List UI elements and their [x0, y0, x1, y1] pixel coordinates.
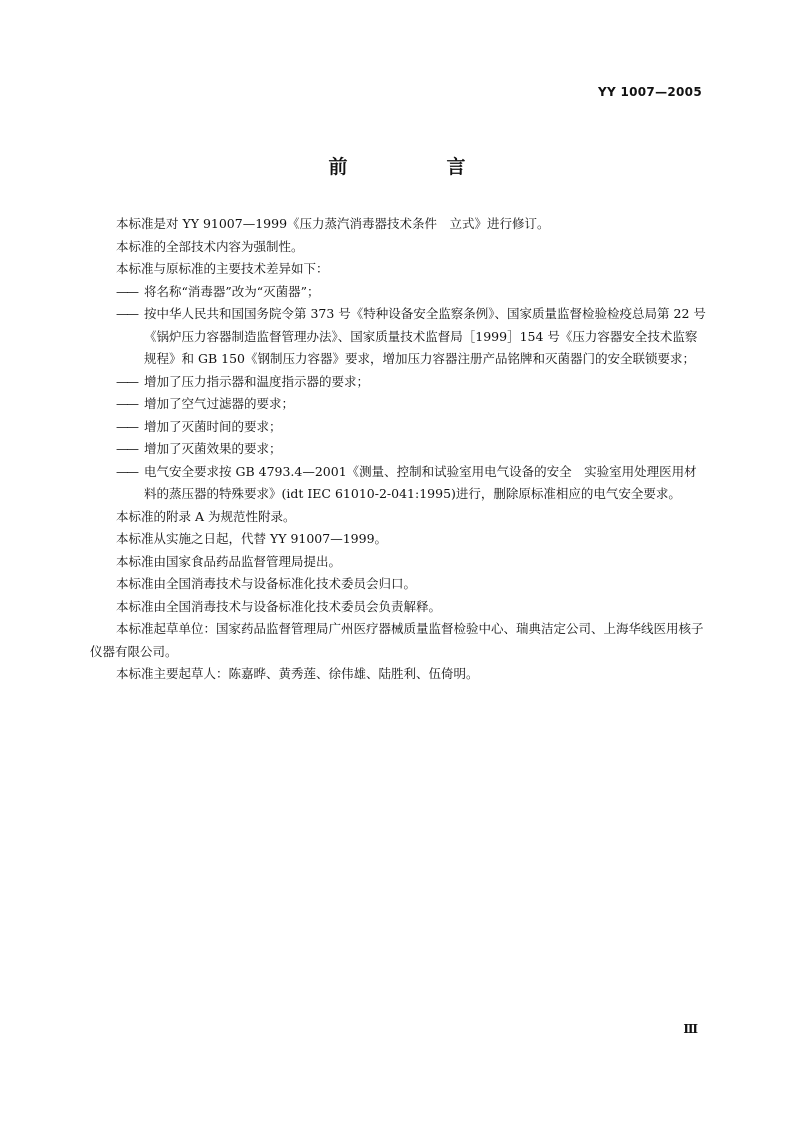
- dash-list-item: [90, 281, 706, 304]
- dash-item-text: 增加了空气过滤器的要求；: [144, 396, 295, 411]
- dash-list-item: [90, 438, 706, 461]
- page-number: Ⅲ: [683, 1022, 698, 1036]
- standard-code: YY 1007—2005: [598, 85, 702, 99]
- dash-mark: ——: [116, 373, 137, 389]
- dash-mark: ——: [116, 283, 137, 299]
- dash-item-text: 电气安全要求按 GB 4793.4—2001《测量、控制和试验室用电气设备的安全 实验室用处理医用材料的蒸压器的特殊要求》(idt IEC 61010-2-041:1995)进行，删除原标准相应的电气安全要求。: [144, 463, 697, 501]
- foreword-body: [90, 213, 706, 686]
- dash-item-text: 增加了压力指示器和温度指示器的要求；: [144, 373, 370, 389]
- dash-item-text: 增加了灭菌时间的要求；: [144, 418, 282, 434]
- dash-list-item: [90, 461, 706, 506]
- dash-item-text: 增加了灭菌效果的要求；: [144, 441, 282, 456]
- dash-list-item: [90, 393, 706, 416]
- dash-mark: ——: [116, 306, 137, 321]
- dash-mark: ——: [116, 463, 137, 479]
- dash-list-item: [90, 371, 706, 394]
- dash-item-text: 按中华人民共和国国务院令第 373 号《特种设备安全监察条例》、国家质量监督检验检疫总局第 22 号《锅炉压力容器制造监督管理办法》、国家质量技术监督局［1999］154 号《压力容器安全技术监察规程》和 GB 150《钢制压力容器》要求，增加压力容器注册产品铭牌和灭菌器门的安全联锁要求；: [144, 306, 706, 366]
- paragraph: 本标准从实施之日起，代替 YY 91007—1999。: [116, 531, 388, 546]
- dash-mark: ——: [116, 441, 137, 456]
- paragraph: 本标准的全部技术内容为强制性。: [116, 238, 304, 254]
- paragraph: 本标准由全国消毒技术与设备标准化技术委员会负责解释。: [116, 598, 442, 614]
- paragraph: 本标准主要起草人：陈嘉晔、黄秀莲、徐伟雄、陆胜利、伍倚明。: [116, 666, 479, 681]
- dash-list-item: [90, 416, 706, 439]
- paragraph: 本标准由国家食品药品监督管理局提出。: [116, 553, 342, 569]
- dash-item-text: 将名称“消毒器”改为“灭菌器”；: [144, 283, 320, 299]
- paragraph: 本标准起草单位：国家药品监督管理局广州医疗器械质量监督检验中心、瑞典洁定公司、上海华线医用核子仪器有限公司。: [90, 621, 704, 659]
- dash-list-item: [90, 303, 706, 371]
- dash-mark: ——: [116, 396, 137, 411]
- paragraph: 本标准与原标准的主要技术差异如下：: [116, 261, 329, 276]
- paragraph: 本标准的附录 A 为规范性附录。: [116, 508, 296, 524]
- page-title: 前 言: [328, 156, 506, 178]
- paragraph: 本标准是对 YY 91007—1999《压力蒸汽消毒器技术条件 立式》进行修订。: [116, 216, 550, 231]
- dash-mark: ——: [116, 418, 137, 434]
- paragraph: 本标准由全国消毒技术与设备标准化技术委员会归口。: [116, 576, 417, 591]
